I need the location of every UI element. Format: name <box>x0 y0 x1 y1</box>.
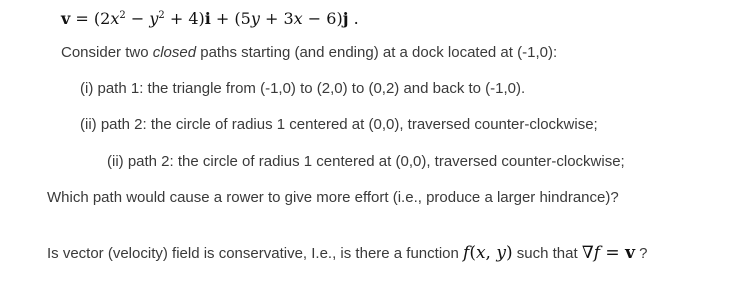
question-close: ) <box>505 243 513 263</box>
eq-exp: 2 <box>119 10 126 21</box>
conservative-question <box>47 243 647 264</box>
question-before: Is vector (velocity) field is conservative, I.e., is there a function <box>47 245 464 262</box>
path-2-text-repeat: (ii) path 2: the circle of radius 1 centered at (0,0), traversed counter-clockwise; <box>107 153 625 170</box>
question-x: x <box>475 243 486 263</box>
velocity-field-equation <box>61 9 359 29</box>
eq-x2: x <box>293 9 303 28</box>
question-middle: such that <box>512 245 582 262</box>
eq-open: (2 <box>93 9 111 28</box>
question-mark: ? <box>634 245 648 262</box>
eq-minus: − <box>130 9 145 28</box>
eq-plus4: + 4) <box>169 9 205 28</box>
which-path-question: Which path would cause a rower to give more effort (i.e., produce a larger hindrance)? <box>47 189 619 206</box>
consider-before: Consider two <box>61 44 153 61</box>
consider-after: paths starting (and ending) at a dock located at (-1,0): <box>196 44 558 61</box>
path-2-text: (ii) path 2: the circle of radius 1 centered at (0,0), traversed counter-clockwise; <box>80 116 598 133</box>
question-v: v <box>625 243 635 263</box>
question-y: y <box>496 243 506 263</box>
eq-x: x <box>110 9 120 28</box>
eq-dot: . <box>353 9 359 28</box>
eq-equals: = <box>75 9 89 28</box>
path-1-text: (i) path 1: the triangle from (-1,0) to (2,0) to (0,2) and back to (-1,0). <box>80 80 526 97</box>
eq-minus6: − 6) <box>307 9 343 28</box>
eq-y: y <box>149 9 159 28</box>
eq-i: i <box>204 9 211 28</box>
eq-plus: + (5 <box>215 9 251 28</box>
eq-y2: y <box>250 9 260 28</box>
question-open: ( <box>469 243 476 263</box>
question-eq: = <box>600 243 626 263</box>
eq-v: v <box>61 9 71 28</box>
question-f2: f <box>593 243 600 263</box>
consider-text <box>61 43 557 63</box>
question-comma: , <box>485 243 497 263</box>
eq-exp2: 2 <box>158 10 165 21</box>
eq-plus3: + 3 <box>264 9 294 28</box>
nabla-symbol: ∇ <box>581 243 594 263</box>
consider-emph: closed <box>152 44 197 61</box>
question-f: f <box>463 243 470 263</box>
eq-j: j <box>342 9 349 28</box>
